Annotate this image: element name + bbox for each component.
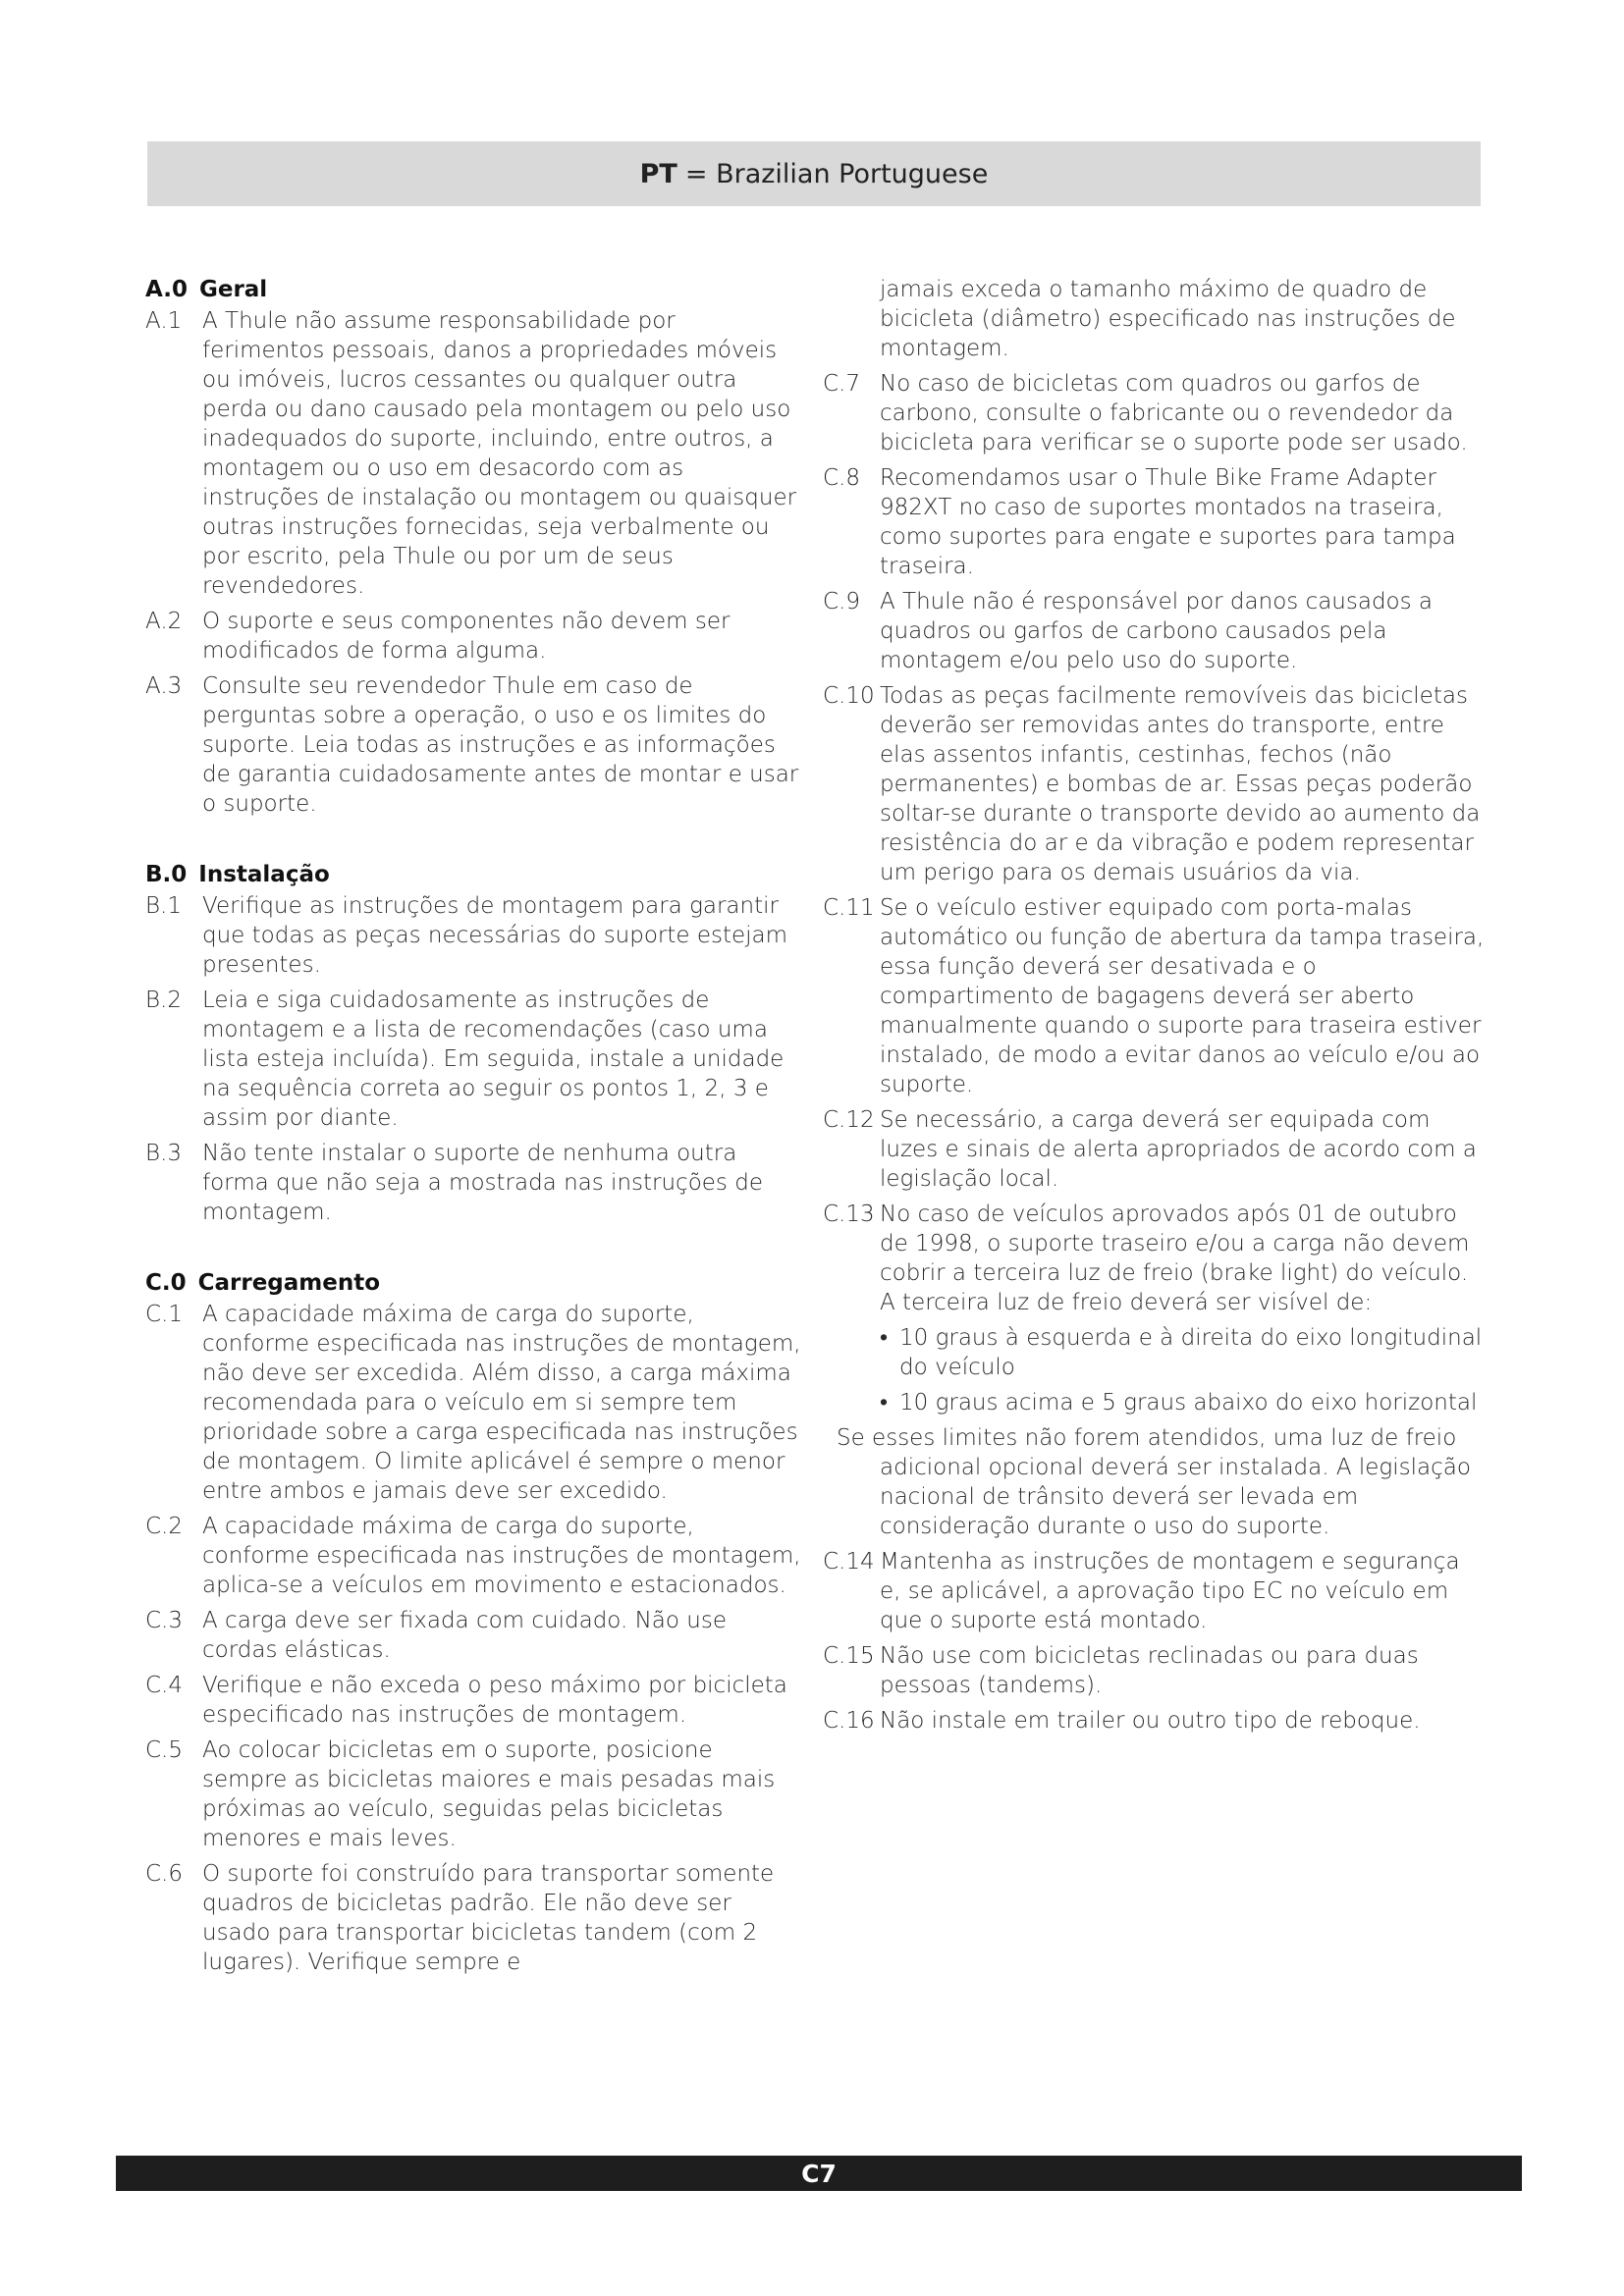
list-item — [823, 1200, 1487, 1317]
right-column — [823, 275, 1487, 1741]
item-text: Consulte seu revendedor Thule em caso de perguntas sobre a operação, o uso e os limites do suporte. Leia todas as instruções e as informações de garantia cuidadosamente antes de montar e usar o suporte. — [202, 673, 799, 817]
item-text: Leia e siga cuidadosamente as instruções de montagem e a lista de recomendações (caso uma lista esteja incluída). Em seguida, instale a unidade na sequência correta ao seguir os pontos 1, 2, 3 e assim por diante. — [202, 988, 785, 1131]
item-text: O suporte foi construído para transportar somente quadros de bicicletas padrão. Ele não deve ser usado para transportar bicicletas tandem (com 2 lugares). Verifique sempre e — [202, 1861, 775, 1975]
item-text: No caso de veículos aprovados após 01 de outubro de 1998, o suporte traseiro e/ou a carga não devem cobrir a terceira luz de freio (brake light) do veículo. A terceira luz de freio deverá ser visível de: — [880, 1201, 1470, 1315]
section-number: A.0 — [145, 277, 188, 302]
section-instalacao — [145, 860, 803, 1227]
item-number: C.13 — [823, 1201, 875, 1227]
item-number: C.2 — [145, 1514, 184, 1539]
item-text: A capacidade máxima de carga do suporte, conforme especificada nas instruções de montagem, aplica-se a veículos em movimento e estacionados. — [202, 1514, 801, 1598]
item-text: A Thule não assume responsabilidade por ferimentos pessoais, danos a propriedades móveis ou imóveis, lucros cessantes ou qualquer outra perda ou dano causado pela montagem ou pelo uso inadequados do suporte, incluindo, entre outros, a montagem ou o uso em desacordo com as instruções de instalação ou montagem ou quaisquer outras instruções fornecidas, seja verbalmente ou por escrito, pela Thule ou por um de seus revendedores. — [202, 308, 797, 599]
item-number: C.10 — [823, 683, 875, 709]
section-geral — [145, 275, 803, 819]
item-number: C.6 — [145, 1861, 184, 1887]
item-number: B.3 — [145, 1141, 183, 1166]
list-item — [823, 1105, 1487, 1194]
note-text: Se esses limites não forem atendidos, uma luz de freio adicional opcional deverá ser instalada. A legislação nacional de trânsito deverá ser levada em consideração durante o uso do suporte. — [837, 1425, 1471, 1539]
list-item — [823, 681, 1487, 887]
section-heading — [145, 1268, 803, 1298]
item-text: A carga deve ser fixada com cuidado. Não use cordas elásticas. — [202, 1608, 727, 1663]
list-item — [145, 607, 803, 666]
list-item — [145, 1512, 803, 1600]
section-heading — [145, 275, 803, 304]
item-text: Recomendamos usar o Thule Bike Frame Adapter 982XT no caso de suportes montados na traseira, como suportes para engate e suportes para tampa traseira. — [880, 465, 1456, 579]
item-number: C.5 — [145, 1737, 184, 1763]
item-number: A.1 — [145, 308, 183, 334]
list-item — [145, 1735, 803, 1853]
bullet-list — [880, 1323, 1487, 1417]
item-text: Não instale em trailer ou outro tipo de reboque. — [880, 1708, 1421, 1734]
list-item — [145, 1859, 803, 1977]
item-number: B.1 — [145, 893, 183, 919]
list-item — [823, 1641, 1487, 1700]
item-number: C.12 — [823, 1107, 875, 1133]
section-heading — [145, 860, 803, 889]
item-text: Todas as peças facilmente removíveis das bicicletas deverão ser removidas antes do transporte, entre elas assentos infantis, cestinhas, fechos (não permanentes) e bombas de ar. Essas peças poderão soltar-se durante o transporte devido ao aumento da resistência do ar e da vibração e podem representar um perigo para os demais usuários da via. — [880, 683, 1481, 885]
language-code: PT — [639, 158, 677, 189]
item-number: A.2 — [145, 609, 183, 634]
list-item — [823, 587, 1487, 675]
section-carregamento — [145, 1268, 803, 1977]
bullet-item: • 10 graus acima e 5 graus abaixo do eixo horizontal — [880, 1388, 1487, 1417]
item-number: C.11 — [823, 895, 875, 921]
item-number: C.7 — [823, 371, 861, 397]
page-footer — [116, 2156, 1522, 2191]
list-item — [145, 671, 803, 819]
section-title: Carregamento — [197, 1270, 381, 1296]
list-item — [145, 891, 803, 980]
item-text: A capacidade máxima de carga do suporte, conforme especificada nas instruções de montagem, não deve ser excedida. Além disso, a carga máxima recomendada para o veículo em si sempre tem prioridade sobre a carga especificada nas instruções de montagem. O limite aplicável é sempre o menor entre ambos e jamais deve ser excedido. — [202, 1302, 801, 1504]
list-item — [145, 1671, 803, 1730]
item-text: Se necessário, a carga deverá ser equipada com luzes e sinais de alerta apropriados de acordo com a legislação local. — [880, 1107, 1477, 1192]
list-item — [145, 1300, 803, 1506]
item-text: Não use com bicicletas reclinadas ou para duas pessoas (tandems). — [880, 1643, 1419, 1698]
item-number: C.1 — [145, 1302, 184, 1327]
list-item — [823, 1547, 1487, 1635]
item-text: Se o veículo estiver equipado com porta-malas automático ou função de abertura da tampa traseira, essa função deverá ser desativada e o compartimento de bagagens deverá ser aberto manualmente quando o suporte para traseira estiver instalado, de modo a evitar danos ao veículo e/ou ao suporte. — [880, 895, 1485, 1097]
section-title: Geral — [198, 277, 268, 302]
list-item — [145, 1139, 803, 1227]
item-text: O suporte e seus componentes não devem ser modificados de forma alguma. — [202, 609, 731, 664]
language-banner — [147, 141, 1481, 206]
item-text: Não tente instalar o suporte de nenhuma outra forma que não seja a mostrada nas instruções de montagem. — [202, 1141, 763, 1225]
left-column — [145, 275, 803, 1983]
section-title: Instalação — [198, 862, 330, 887]
item-number: C.3 — [145, 1608, 184, 1633]
item-number: C.9 — [823, 589, 861, 614]
item-number: C.4 — [145, 1673, 184, 1698]
item-number: C.8 — [823, 465, 861, 491]
item-number: C.14 — [823, 1549, 875, 1575]
item-text: Mantenha as instruções de montagem e segurança e, se aplicável, a aprovação tipo EC no veículo em que o suporte está montado. — [880, 1549, 1460, 1633]
list-item — [823, 1706, 1487, 1735]
item-text: Verifique e não exceda o peso máximo por bicicleta especificado nas instruções de montagem. — [202, 1673, 787, 1728]
bullet-item: • 10 graus à esquerda e à direita do eixo longitudinal do veículo — [880, 1323, 1487, 1382]
item-text: A Thule não é responsável por danos causados a quadros ou garfos de carbono causados pela montagem e/ou pelo uso do suporte. — [880, 589, 1434, 673]
list-item — [145, 986, 803, 1133]
item-number: A.3 — [145, 673, 183, 699]
item-number: C.16 — [823, 1708, 875, 1734]
section-number: B.0 — [145, 862, 188, 887]
item-number: C.15 — [823, 1643, 875, 1669]
list-item — [823, 463, 1487, 581]
item-number: B.2 — [145, 988, 183, 1013]
list-item — [823, 893, 1487, 1099]
list-item — [823, 369, 1487, 457]
list-item — [145, 1606, 803, 1665]
language-name: = Brazilian Portuguese — [684, 158, 989, 189]
page-number: C7 — [801, 2159, 837, 2188]
list-item — [145, 306, 803, 601]
item-text: Ao colocar bicicletas em o suporte, posicione sempre as bicicletas maiores e mais pesadas mais próximas ao veículo, seguidas pelas bicicletas menores e mais leves. — [202, 1737, 776, 1851]
item-text: No caso de bicicletas com quadros ou garfos de carbono, consulte o fabricante ou o revendedor da bicicleta para verificar se o suporte pode ser usado. — [880, 371, 1468, 455]
section-number: C.0 — [145, 1270, 187, 1296]
continuation-text: jamais exceda o tamanho máximo de quadro de bicicleta (diâmetro) especificado nas instruções de montagem. — [880, 277, 1456, 361]
item-text: Verifique as instruções de montagem para garantir que todas as peças necessárias do suporte estejam presentes. — [202, 893, 788, 978]
